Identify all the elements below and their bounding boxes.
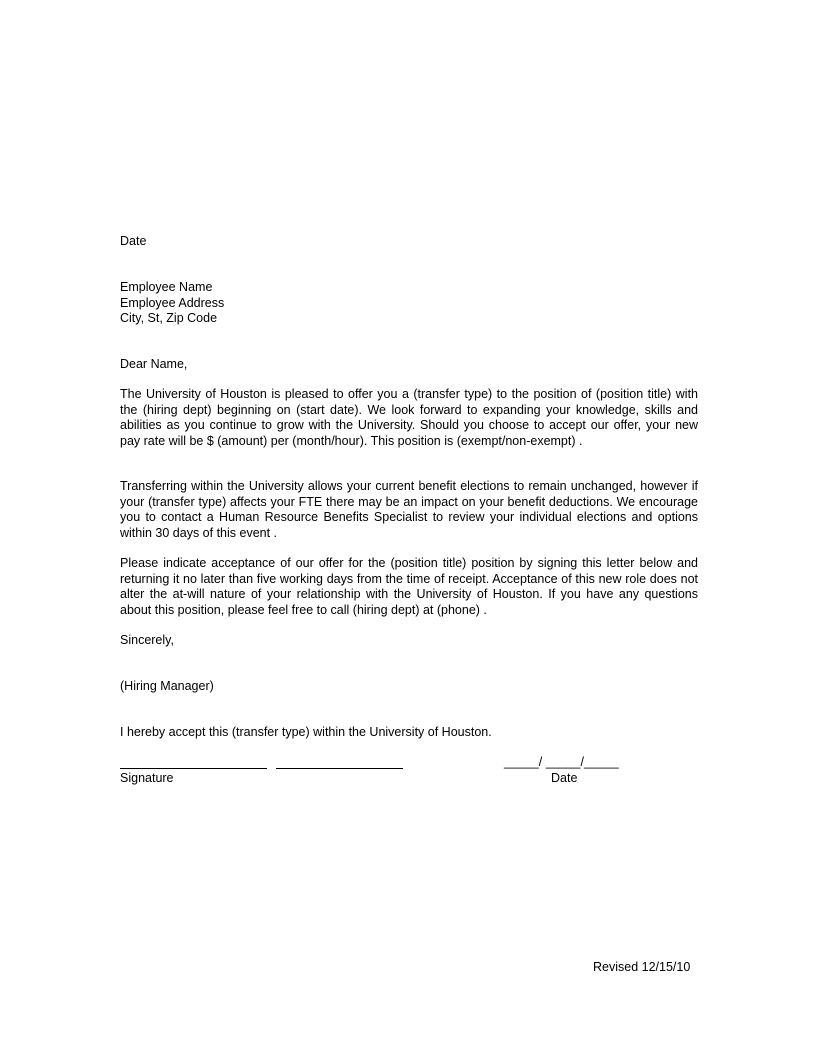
recipient-block xyxy=(120,280,698,327)
date-label: Date xyxy=(551,771,578,785)
signature-line xyxy=(120,768,267,769)
salutation: Dear Name, xyxy=(120,357,188,371)
date-field: _____/ _____/_____ xyxy=(504,755,619,769)
signer-name: (Hiring Manager) xyxy=(120,679,214,693)
second-signature-line xyxy=(276,768,403,769)
paragraph-acceptance-instructions: Please indicate acceptance of our offer for the (position title) position by signing this letter below and returning it no later than five working days from the time of receipt. Acceptance of this new role does not alter the at-will nature of your relationship with the University of Houston. If you have any questions about this position, please feel free to call (hiring dept) at (phone) . xyxy=(120,556,698,617)
closing: Sincerely, xyxy=(120,633,174,647)
acceptance-statement: I hereby accept this (transfer type) within the University of Houston. xyxy=(120,725,492,739)
paragraph-benefits: Transferring within the University allows your current benefit elections to remain unchanged, however if your (transfer type) affects your FTE there may be an impact on your benefit deductions. We encourage you to contact a Human Resource Benefits Specialist to review your individual elections and options within 30 days of this event . xyxy=(120,479,698,540)
recipient-city-state-zip: City, St, Zip Code xyxy=(120,311,218,325)
recipient-name: Employee Name xyxy=(120,280,213,294)
letter-date: Date xyxy=(120,234,147,248)
paragraph-offer: The University of Houston is pleased to offer you a (transfer type) to the position of (position title) with the (hiring dept) beginning on (start date). We look forward to expanding your knowledge, skills and abilities as you continue to grow with the University. Should you choose to accept our offer, your new pay rate will be $ (amount) per (month/hour). This position is (exempt/non-exempt) . xyxy=(120,387,698,448)
revision-note: Revised 12/15/10 xyxy=(593,960,691,974)
recipient-address: Employee Address xyxy=(120,295,225,310)
signature-label: Signature xyxy=(120,771,174,785)
